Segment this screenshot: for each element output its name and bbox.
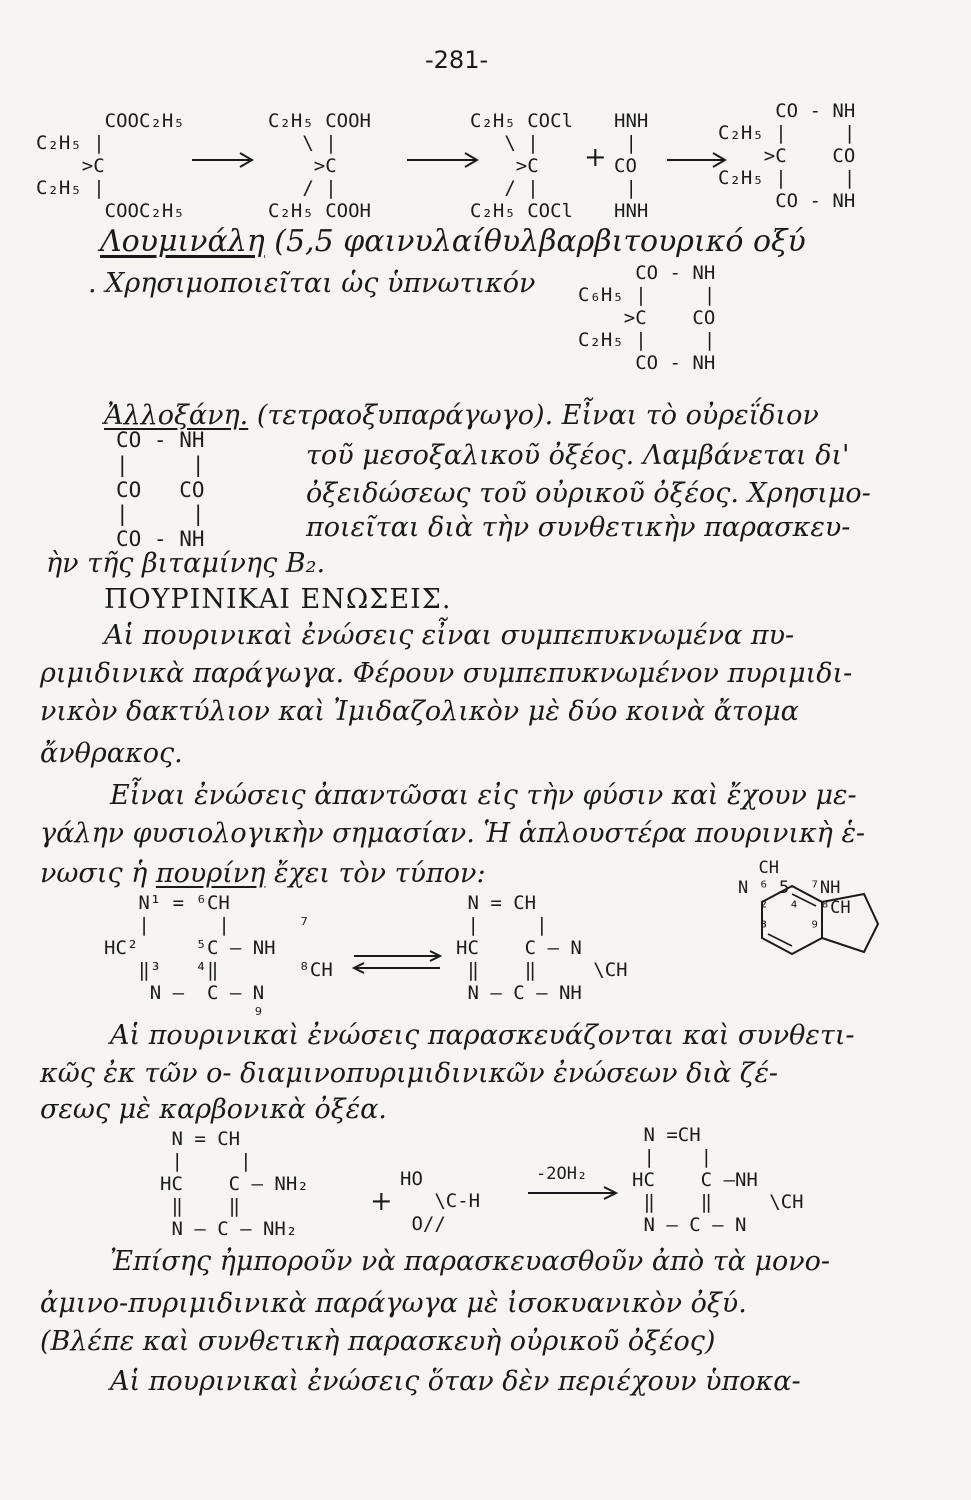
purines-p4-line3: (Βλέπε καὶ συνθετικὴ παρασκευὴ οὐρικοῦ ὀξέος): [40, 1326, 716, 1357]
synthesis-condition: -2OH₂: [536, 1164, 588, 1184]
malonic-acid-structure: C₂H₅ COOH \ | >C / | C₂H₅ COOH: [268, 110, 371, 222]
diethyl-malonate-structure: COOC₂H₅ C₂H₅ | >C C₂H₅ | COOC₂H₅: [36, 110, 185, 222]
luminal-description: (5,5 φαινυλαίθυλβαρβιτουρικό οξύ: [274, 224, 806, 259]
purines-p3-line2: κῶς ἐκ τῶν ο- διαμινοπυριμιδινικῶν ἐνώσεων διὰ ζέ-: [40, 1058, 779, 1089]
purine-ring-labels: CH N ⁶ 5 ⁷NH ² ⁴ ⁸CH ³ ⁹: [738, 858, 851, 939]
purines-p2-line3c: ἔχει τὸν τύπον:: [273, 858, 486, 889]
resonance-arrow: [346, 950, 446, 974]
synthesis-plus: +: [370, 1186, 393, 1217]
luminal-title: Λουμινάλη: [100, 224, 265, 259]
urea-structure: HNH | CO | HNH: [614, 110, 649, 222]
malonyl-chloride-structure: C₂H₅ COCl \ | >C / | C₂H₅ COCl: [470, 110, 573, 222]
luminal-line: [100, 224, 806, 259]
alloxan-title: Ἀλλοξάνη.: [104, 400, 249, 431]
synthesis-arrow: [526, 1184, 622, 1202]
purines-p3-line3: σεως μὲ καρβονικὰ ὀξέα.: [40, 1094, 387, 1125]
luminal-structure: CO - NH C₆H₅ | | >C CO C₂H₅ | | CO - NH: [578, 262, 716, 374]
purines-p2-line3a: νωσις ἡ: [40, 858, 148, 889]
alloxan-text-5: ὴν τῆς βιταμίνης B₂.: [46, 548, 326, 579]
purines-heading: ΠΟΥΡΙΝΙΚΑΙ ΕΝΩΣΕΙΣ.: [104, 584, 452, 615]
diaminopyrimidine-structure: N = CH | | HC C — NH₂ ‖ ‖ N — C — NH₂: [160, 1128, 309, 1240]
purines-p1-line1: Αἱ πουρινικαὶ ἐνώσεις εἶναι συμπεπυκνωμένα πυ-: [104, 620, 795, 651]
alloxan-text-4: ποιεῖται διὰ τὴν συνθετικὴν παρασκευ-: [306, 512, 851, 543]
purine-product-structure: N =CH | | HC C —NH ‖ ‖ \CH N — C — N: [632, 1124, 804, 1236]
purines-p3-line1: Αἱ πουρινικαὶ ἐνώσεις παρασκευάζονται καὶ συνθετι-: [110, 1020, 855, 1051]
purines-p4-line2: ἀμινο-πυριμιδινικὰ παράγωγα μὲ ἰσοκυανικὸν ὀξύ.: [40, 1288, 747, 1319]
luminal-use: . Χρησιμοποιεῖται ὡς ὑπνωτικόν: [88, 268, 536, 299]
page-number: -281-: [425, 46, 489, 74]
alloxan-text-1: (τετραοξυπαράγωγο). Εἶναι τὸ οὐρεΐδιον: [256, 400, 819, 431]
alloxan-text-3: ὀξειδώσεως τοῦ οὐρικοῦ ὀξέος. Χρησιμο-: [306, 478, 871, 509]
alloxan-line-1: [104, 400, 819, 431]
alloxan-structure: CO - NH | | CO CO | | CO - NH: [116, 428, 205, 552]
purines-p1-line4: ἄνθρακος.: [40, 738, 183, 769]
purine-word: πουρίνη: [155, 858, 266, 889]
purines-p5-line1: Αἱ πουρινικαὶ ἐνώσεις ὅταν δὲν περιέχουν ὑποκα-: [110, 1366, 801, 1397]
reaction-arrow-1: [190, 150, 260, 170]
formic-acid-structure: HO \C-H O//: [400, 1168, 481, 1235]
purine-tautomer-structure: N = CH | | HC C — N ‖ ‖ \CH N — C — NH: [456, 892, 628, 1004]
purines-p2-line3: [40, 858, 486, 889]
purines-p2-line1: Εἶναι ἐνώσεις ἀπαντῶσαι εἰς τὴν φύσιν καὶ ἔχουν με-: [110, 780, 857, 811]
purines-p2-line2: γάλην φυσιολογικὴν σημασίαν. Ἡ ἁπλουστέρα πουρινικὴ ἑ-: [40, 818, 866, 849]
purines-p1-line3: νικὸν δακτύλιον καὶ Ἰμιδαζολικὸν μὲ δύο κοινὰ ἄτομα: [40, 696, 799, 727]
alloxan-text-2: τοῦ μεσοξαλικοῦ ὀξέος. Λαμβάνεται δι': [306, 440, 850, 471]
purines-p4-line1: Ἐπίσης ἠμποροῦν νὰ παρασκευασθοῦν ἀπὸ τὰ μονο-: [110, 1246, 831, 1277]
purines-p1-line2: ριμιδινικὰ παράγωγα. Φέρουν συμπεπυκνωμένον πυριμιδι-: [40, 658, 853, 689]
barbiturate-product-structure: CO - NH C₂H₅ | | >C CO C₂H₅ | | CO - NH: [718, 100, 856, 212]
purine-numbered-structure: N¹ = ⁶CH | | ⁷ HC² ⁵C — NH ‖³ ⁴‖ ⁸CH N — C — N ⁹: [104, 892, 333, 1027]
plus-sign: +: [584, 142, 607, 173]
